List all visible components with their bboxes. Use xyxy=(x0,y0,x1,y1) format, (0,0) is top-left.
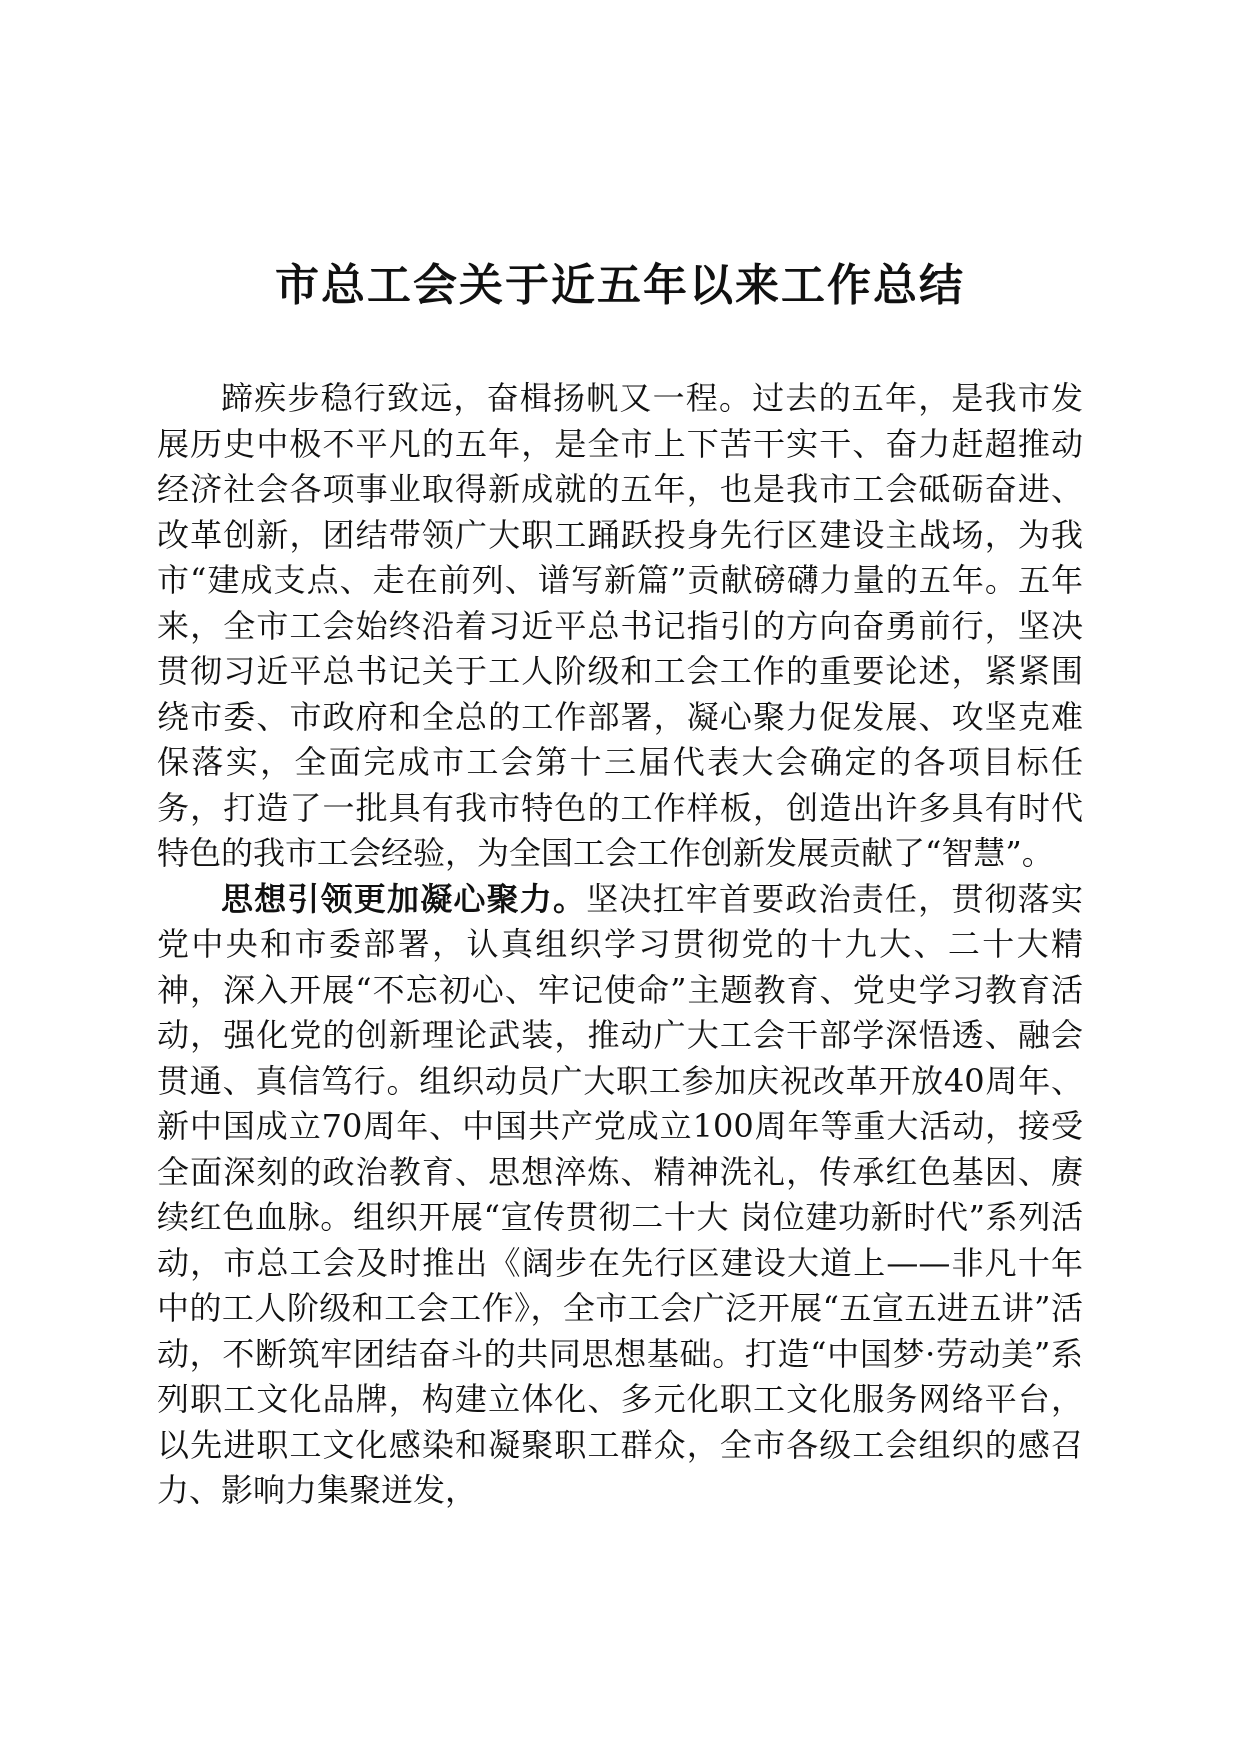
paragraph-lead-heading: 思想引领更加凝心聚力。 xyxy=(221,879,587,918)
document-body xyxy=(157,376,1083,1514)
paragraph-text: 蹄疾步稳行致远，奋楫扬帆又一程。过去的五年，是我市发展历史中极不平凡的五年，是全市上下苦干实干、奋力赶超推动经济社会各项事业取得新成就的五年，也是我市工会砥砺奋进、改革创新，团结带领广大职工踊跃投身先行区建设主战场，为我市“建成支点、走在前列、谱写新篇”贡献磅礴力量的五年。五年来，全市工会始终沿着习近平总书记指引的方向奋勇前行，坚决贯彻习近平总书记关于工人阶级和工会工作的重要论述，紧紧围绕市委、市政府和全总的工作部署，凝心聚力促发展、攻坚克难保落实，全面完成市工会第十三届代表大会确定的各项目标任务，打造了一批具有我市特色的工作样板，创造出许多具有时代特色的我市工会经验，为全国工会工作创新发展贡献了“智慧”。 xyxy=(157,379,1083,872)
paragraph-ideology xyxy=(157,877,1083,1514)
paragraph-text: 坚决扛牢首要政治责任，贯彻落实党中央和市委部署，认真组织学习贯彻党的十九大、二十大精神，深入开展“不忘初心、牢记使命”主题教育、党史学习教育活动，强化党的创新理论武装，推动广大工会干部学深悟透、融会贯通、真信笃行。组织动员广大职工参加庆祝改革开放40周年、新中国成立70周年、中国共产党成立100周年等重大活动，接受全面深刻的政治教育、思想淬炼、精神洗礼，传承红色基因、赓续红色血脉。组织开展“宣传贯彻二十大 岗位建功新时代”系列活动，市总工会及时推出《阔步在先行区建设大道上——非凡十年中的工人阶级和工会工作》，全市工会广泛开展“五宣五进五讲”活动，不断筑牢团结奋斗的共同思想基础。打造“中国梦·劳动美”系列职工文化品牌，构建立体化、多元化职工文化服务网络平台，以先进职工文化感染和凝聚职工群众，全市各级工会组织的感召力、影响力集聚迸发， xyxy=(157,879,1083,1509)
document-title: 市总工会关于近五年以来工作总结 xyxy=(275,260,965,311)
paragraph-intro xyxy=(157,376,1083,877)
